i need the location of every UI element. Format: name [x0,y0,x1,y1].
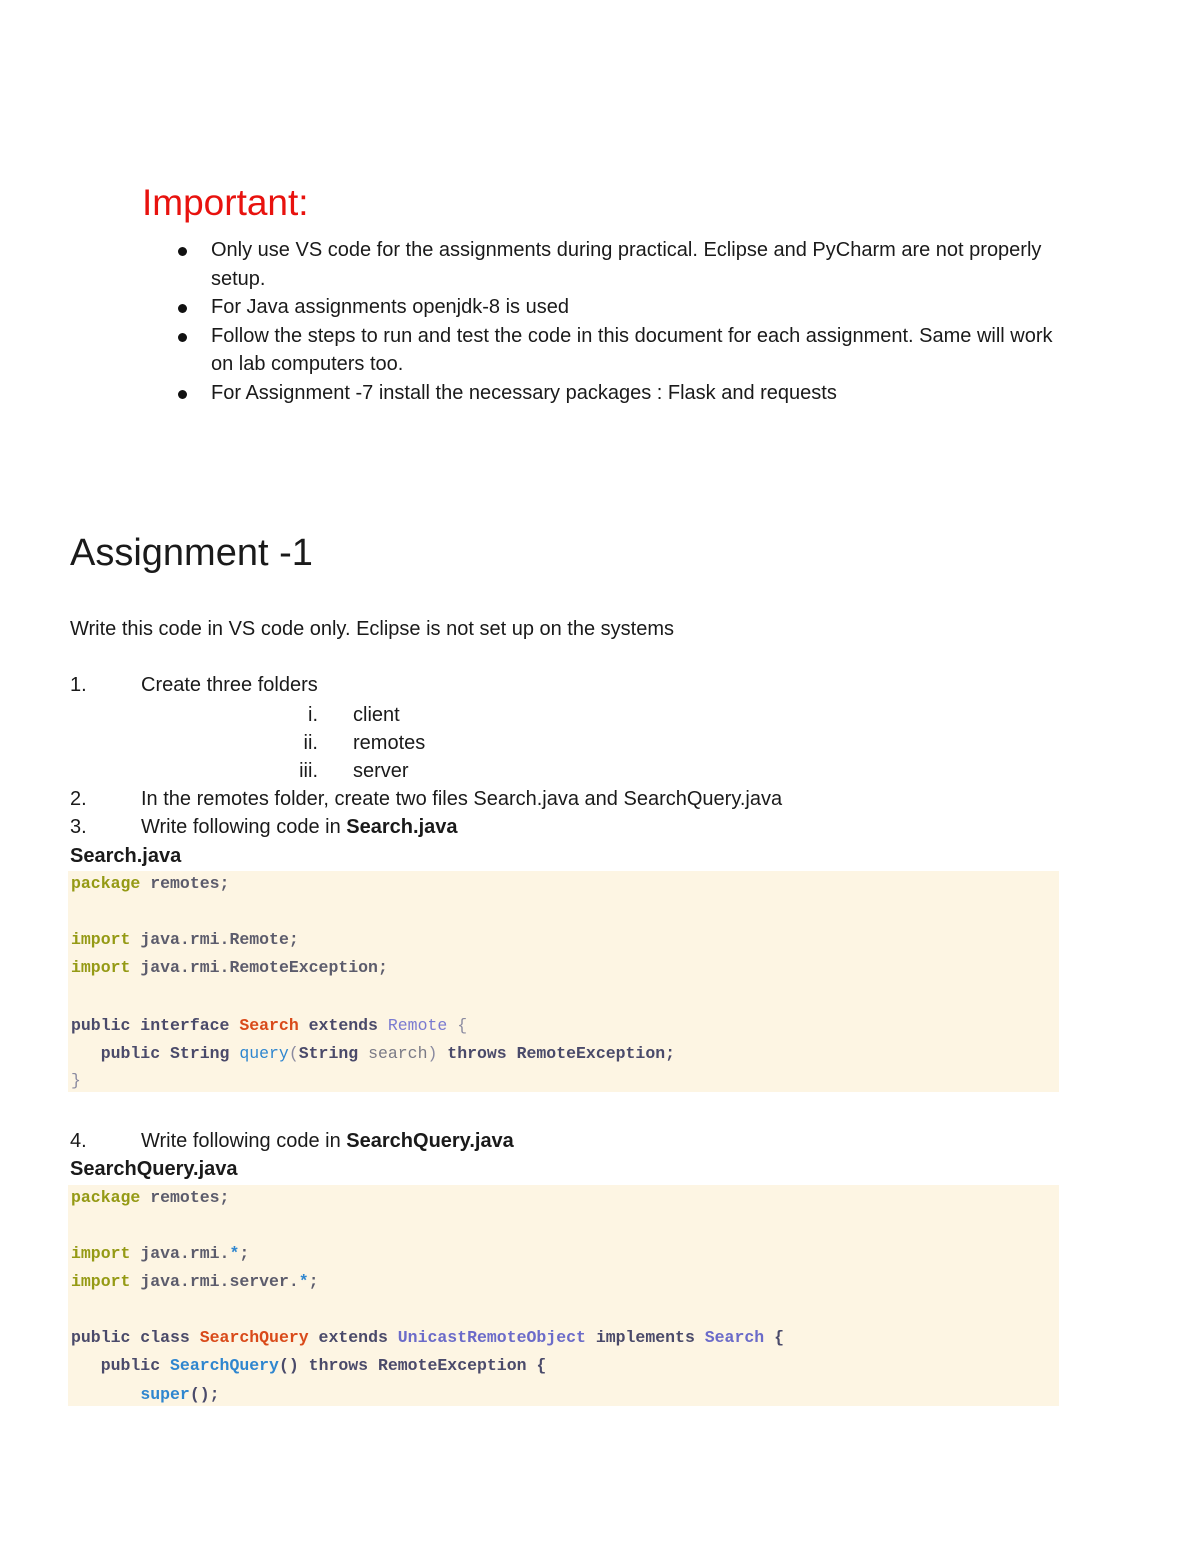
step-number: 4. [70,1130,87,1152]
code-line: import java.rmi.Remote; [71,930,299,949]
file-label: SearchQuery.java [70,1158,238,1180]
important-list [176,236,1056,407]
sub-step-text: server [353,760,409,782]
step-number: 3. [70,816,87,838]
file-name: Search.java [346,816,458,838]
sub-step-number: i. [308,704,318,726]
bullet-icon [178,333,187,342]
step-text: Create three folders [141,674,318,696]
file-name: SearchQuery.java [346,1130,514,1152]
code-line: import java.rmi.server.*; [71,1272,319,1291]
list-item: Follow the steps to run and test the code in this document for each assignment. Same will work on lab computers too. [176,322,1056,379]
file-label: Search.java [70,845,182,867]
code-line: public SearchQuery() throws RemoteException { [71,1356,547,1375]
code-block-searchquery [68,1185,1059,1406]
assignment-heading: Assignment -1 [70,532,313,574]
list-item: For Assignment -7 install the necessary packages : Flask and requests [176,379,1056,408]
sub-step-number: ii. [303,732,318,754]
step-text: Write following code in Search.java [141,816,458,838]
step-text: Write following code in SearchQuery.java [141,1130,514,1152]
bullet-icon [178,247,187,256]
bullet-icon [178,390,187,399]
code-line: import java.rmi.RemoteException; [71,958,388,977]
assignment-intro: Write this code in VS code only. Eclipse is not set up on the systems [70,618,674,640]
sub-step-text: remotes [353,732,426,754]
code-line: import java.rmi.*; [71,1244,250,1263]
step-number: 2. [70,788,87,810]
list-item: Only use VS code for the assignments during practical. Eclipse and PyCharm are not properly setup. [176,236,1056,293]
step-number: 1. [70,674,87,696]
code-line: } [71,1071,81,1090]
code-line: public class SearchQuery extends UnicastRemoteObject implements Search { [71,1328,784,1347]
code-line: super(); [140,1385,220,1404]
step-text: In the remotes folder, create two files Search.java and SearchQuery.java [141,788,783,810]
code-line: package remotes; [71,874,230,893]
sub-step-number: iii. [299,760,318,782]
sub-step-text: client [353,704,400,726]
code-line: public interface Search extends Remote { [71,1016,468,1035]
code-line: package remotes; [71,1188,230,1207]
code-line: public String query(String search) throws RemoteException; [71,1044,676,1063]
code-block-search [68,871,1059,1092]
important-heading: Important: [142,182,309,223]
bullet-icon [178,304,187,313]
list-item: For Java assignments openjdk-8 is used [176,293,1056,322]
